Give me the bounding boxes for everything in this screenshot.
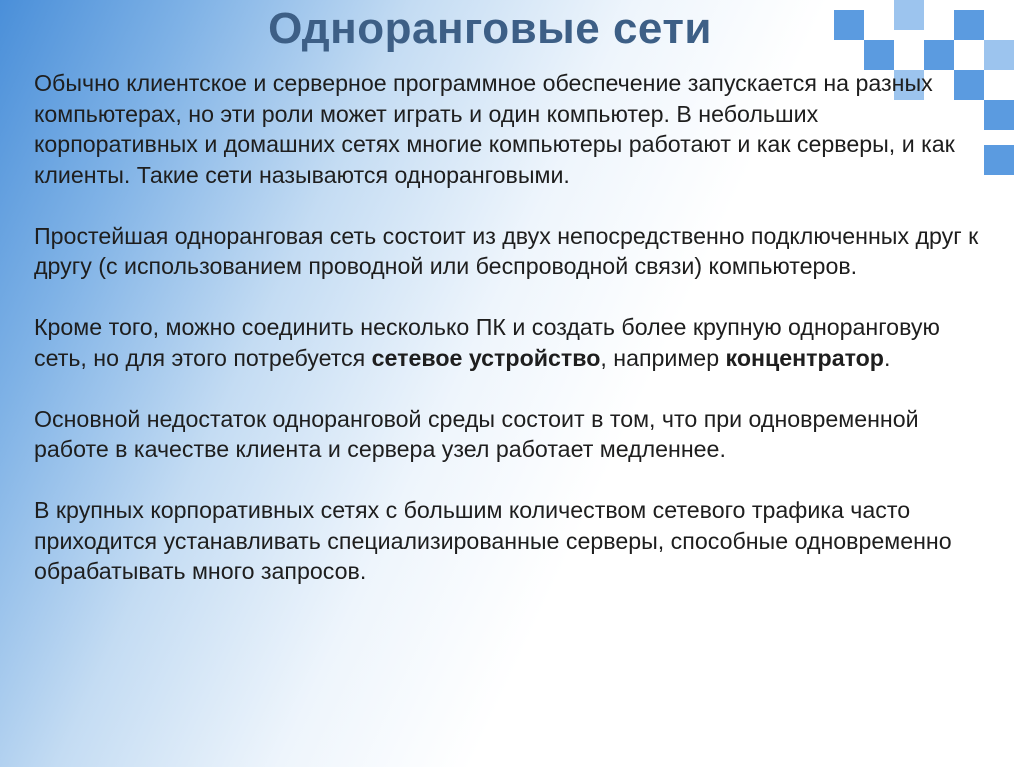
- paragraph-5: В крупных корпоративных сетях с большим количеством сетевого трафика часто приходится устанавливать специализированные серверы, способные одновременно обрабатывать много запросов.: [34, 497, 952, 584]
- paragraph-1: Обычно клиентское и серверное программное обеспечение запускается на разных компьютерах, но эти роли может играть и один компьютер. В небольших корпоративных и домашних сетях многие компьютеры работают и как серверы, и как клиенты. Такие сети называются одноранговыми.: [34, 70, 955, 188]
- bold-term-network-device: сетевое устройство: [371, 344, 601, 371]
- paragraph-3: [34, 312, 984, 373]
- paragraph-4: Основной недостаток одноранговой среды состоит в том, что при одновременной работе в качестве клиента и сервера узел работает медленнее.: [34, 405, 919, 462]
- paragraph-3-part-3: .: [883, 344, 891, 371]
- bold-term-hub: концентратор: [725, 344, 884, 371]
- slide-body: [34, 68, 984, 617]
- paragraph-2: Простейшая одноранговая сеть состоит из двух непосредственно подключенных друг к другу (с использованием проводной или беспроводной связи) компьютеров.: [34, 222, 979, 279]
- slide-title: Одноранговые сети: [268, 4, 712, 53]
- paragraph-3-part-2: , например: [600, 344, 726, 371]
- deco-square: [984, 100, 1014, 130]
- deco-square: [984, 145, 1014, 175]
- deco-square: [984, 40, 1014, 70]
- paragraph-3-part-1: Кроме того, можно соединить несколько ПК и создать более крупную одноранговую сеть, но для этого потребуется: [34, 314, 940, 371]
